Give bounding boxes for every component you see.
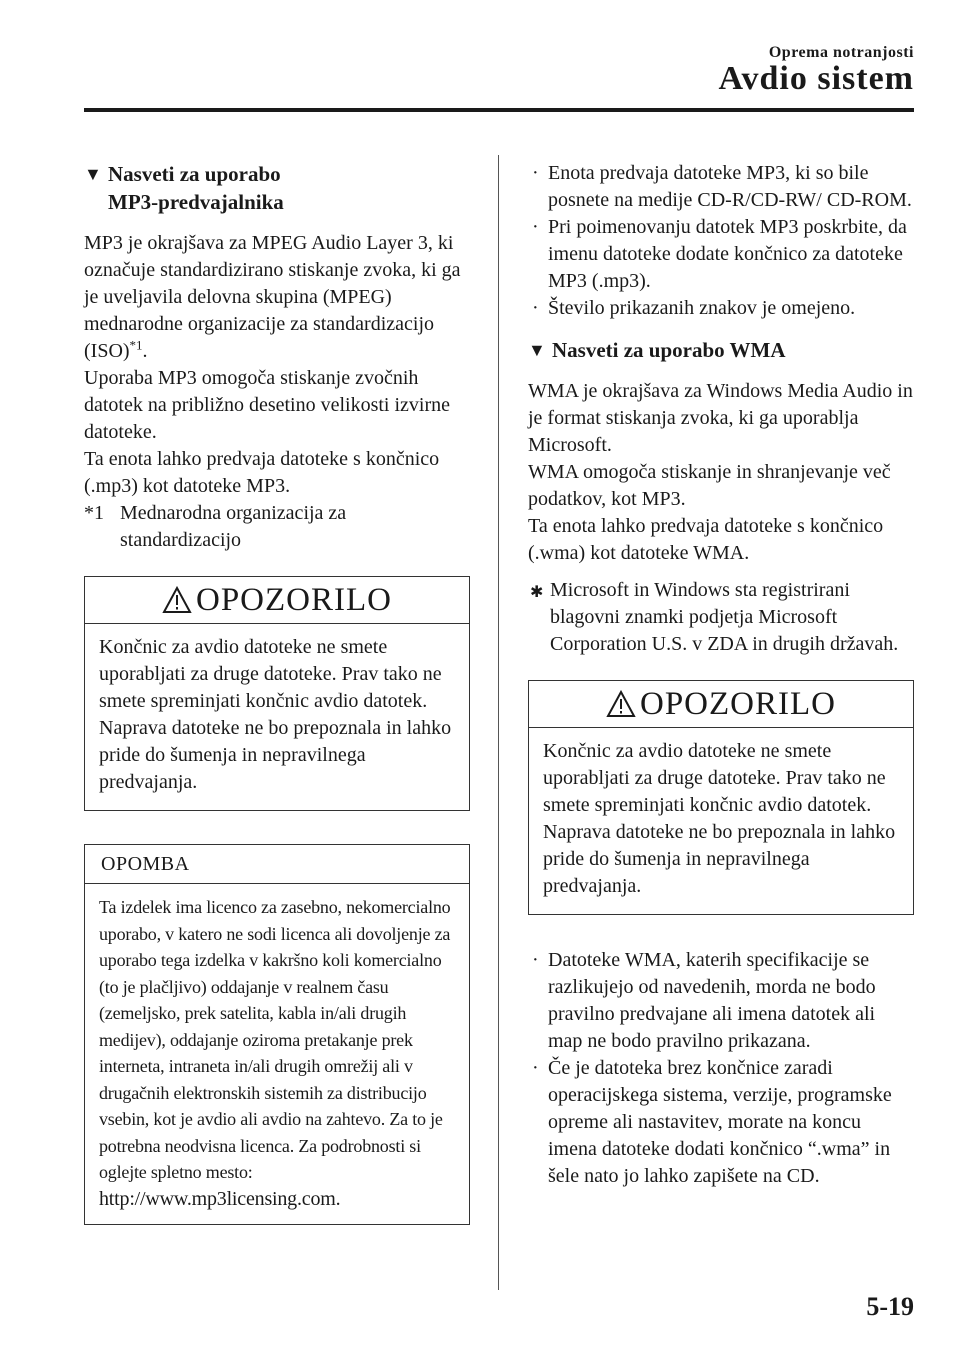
- left-column: [84, 160, 470, 1225]
- warning-header: [85, 577, 469, 624]
- right-column: [528, 160, 914, 1190]
- mp3-heading-line1: Nasveti za uporabo: [108, 162, 281, 186]
- wma-para-extension: Ta enota lahko predvaja datoteke s končnico (.wma) kot datoteke WMA.: [528, 515, 884, 564]
- list-item: · Če je datoteka brez končnice zaradi operacijskega sistema, verzije, programske opreme ali nastavitev, morate na koncu imena datoteke dodati končnico “.wma” in šele nato jo lahko zapišete na CD.: [532, 1057, 892, 1187]
- warning-header: [529, 681, 913, 728]
- warning-title: OPOZORILO: [640, 685, 836, 722]
- warning-box: [528, 680, 914, 915]
- column-divider: [498, 155, 499, 1290]
- header-rule: [84, 108, 914, 112]
- trademark-text: Microsoft in Windows sta registrirani blagovni znamki podjetja Microsoft Corporation U.S. v ZDA in drugih državah.: [550, 579, 899, 655]
- page-number: 5-19: [866, 1292, 914, 1321]
- wma-heading-text: Nasveti za uporabo WMA: [552, 338, 786, 362]
- mp3-heading-line2: MP3-predvajalnika: [108, 190, 284, 214]
- warning-box: [84, 576, 470, 811]
- warning-title: OPOZORILO: [196, 581, 392, 618]
- wma-heading: [528, 336, 914, 364]
- note-title: OPOMBA: [85, 845, 469, 884]
- list-item: · Pri poimenovanju datotek MP3 poskrbite, da imenu datoteke dodate končnico za datoteke MP3 (.mp3).: [532, 216, 907, 292]
- warning-text: Končnic za avdio datoteke ne smete uporabljati za druge datoteke. Prav tako ne smete spreminjati končnic avdio datotek. Naprava datoteke ne bo prepoznala in lahko pride do šumenja in nepravilnega predvajanja.: [543, 740, 896, 897]
- warning-text: Končnic za avdio datoteke ne smete uporabljati za druge datoteke. Prav tako ne smete spreminjati končnic avdio datotek. Naprava datoteke ne bo prepoznala in lahko pride do šumenja in nepravilnega predvajanja.: [99, 636, 452, 793]
- list-item: · Datoteke WMA, katerih specifikacije se razlikujejo od navedenih, morda ne bodo pravilno predvajane ali imena datotek ali map ne bodo pravilno prikazana.: [532, 949, 876, 1052]
- bullet-dot-icon: ·: [532, 297, 539, 319]
- warning-triangle-icon: [606, 690, 636, 718]
- footnote-ref: *1: [129, 337, 143, 353]
- note-url: http://www.mp3licensing.com.: [99, 1187, 341, 1210]
- note-box: [84, 844, 470, 1225]
- asterisk-icon: ✱: [530, 584, 544, 601]
- wma-para-compression: WMA omogoča stiskanje in shranjevanje več podatkov, kot MP3.: [528, 461, 891, 510]
- mp3-para-definition: MP3 je okrajšava za MPEG Audio Layer 3, ki označuje standardizirano stiskanje zvoka, ki ga je uveljavila delovna skupina (MPEG) mednarodne organizacije za standardizacijo (ISO)$^{*1}$.: [84, 232, 461, 362]
- mp3-para-extension: Ta enota lahko predvaja datoteke s končnico (.mp3) kot datoteke MP3.: [84, 448, 440, 497]
- header-title: Avdio sistem: [718, 60, 914, 97]
- mp3-para-compression: Uporaba MP3 omogoča stiskanje zvočnih datotek na približno desetino velikosti izvirne datoteke.: [84, 367, 451, 443]
- note-text: Ta izdelek ima licenco za zasebno, nekomercialno uporabo, v katero ne sodi licenca ali dovoljenje za uporabo tega izdelka v kakršno koli komercialno (to je plačljivo) oddajanje v realnem času (zemeljsko, prek satelita, kabla in/ali drugih medijev), oddajanje oziroma pretakanje prek interneta, intraneta in/ali drugih omrežij ali v drugačnih elektronskih sistemih za distribucijo vsebin, kot je avdio ali avdio na zahtevo. Za to je potrebna neodvisna licenca. Za podrobnosti si oglejte spletno mesto:: [99, 897, 451, 1182]
- triangle-bullet-icon: ▼: [84, 164, 102, 184]
- mp3-bullet-list: [528, 160, 914, 322]
- footnote: [84, 500, 470, 554]
- triangle-bullet-icon: ▼: [528, 340, 546, 360]
- list-item: · Število prikazanih znakov je omejeno.: [528, 295, 914, 322]
- bullet-dot-icon: ·: [532, 162, 539, 184]
- warning-triangle-icon: [162, 586, 192, 614]
- list-item: · Enota predvaja datoteke MP3, ki so bile posnete na medije CD-R/CD-RW/ CD-ROM.: [532, 162, 912, 211]
- wma-bullet-list: [528, 947, 914, 1190]
- bullet-dot-icon: ·: [532, 216, 539, 238]
- mp3-heading: [84, 160, 470, 216]
- footnote-mark: *1: [84, 502, 104, 524]
- header-section: Oprema notranjosti: [768, 44, 914, 61]
- bullet-dot-icon: ·: [532, 1057, 539, 1079]
- wma-para-definition: WMA je okrajšava za Windows Media Audio in je format stiskanja zvoka, ki ga uporablja Microsoft.: [528, 380, 913, 456]
- trademark-note: [528, 577, 914, 658]
- footnote-text: Mednarodna organizacija za standardizacijo: [120, 502, 347, 551]
- bullet-dot-icon: ·: [532, 949, 539, 971]
